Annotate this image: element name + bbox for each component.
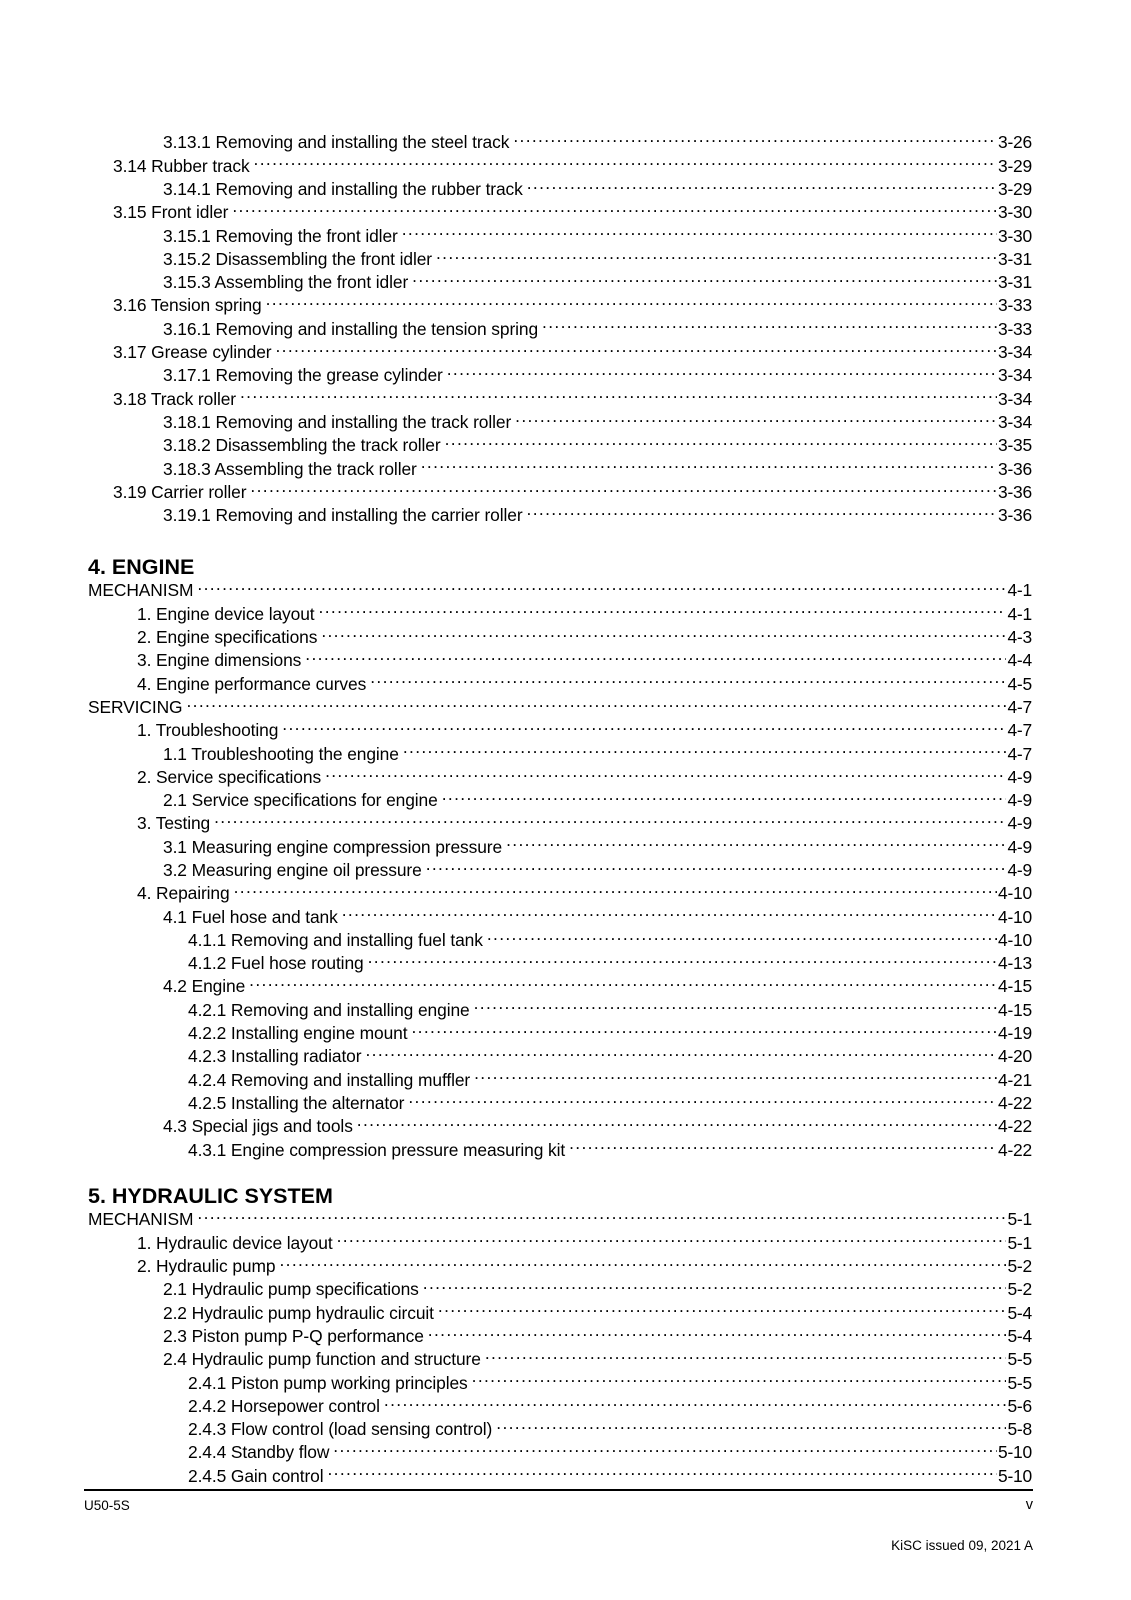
toc-entry-page-number: 3-30: [997, 225, 1032, 246]
toc-dot-leader: [402, 224, 997, 241]
toc-dot-leader: [266, 294, 997, 311]
toc-entry-label: 2.4.5 Gain control: [188, 1465, 324, 1486]
toc-entry-label: 4.3.1 Engine compression pressure measuring kit: [188, 1139, 566, 1160]
toc-entry[interactable]: [0, 224, 1131, 247]
toc-entry-label: 3.19.1 Removing and installing the carrier roller: [163, 505, 523, 526]
table-of-contents: [0, 131, 1131, 1488]
chapter-heading-block: [0, 527, 1131, 579]
toc-dot-leader: [325, 765, 1006, 782]
toc-entry-label: 3.2 Measuring engine oil pressure: [163, 860, 422, 880]
toc-dot-leader: [411, 1022, 997, 1039]
toc-dot-leader: [250, 480, 997, 497]
toc-entry[interactable]: [0, 364, 1131, 387]
toc-dot-leader: [279, 1255, 1006, 1272]
toc-dot-leader: [365, 1045, 997, 1062]
toc-dot-leader: [186, 696, 1006, 713]
toc-dot-leader: [412, 271, 997, 288]
footer-divider: [84, 1489, 1033, 1491]
toc-dot-leader: [426, 859, 1007, 876]
toc-entry-page-number: 5-2: [1007, 1256, 1032, 1277]
toc-dot-leader: [370, 672, 1006, 689]
toc-entry[interactable]: [0, 1418, 1131, 1441]
toc-entry-label: 4.1 Fuel hose and tank: [163, 906, 338, 927]
toc-entry-page-number: 4-4: [1007, 650, 1032, 671]
toc-entry-label: SERVICING: [88, 696, 183, 717]
toc-entry-page-number: 5-4: [1007, 1302, 1032, 1323]
toc-entry-page-number: 3-36: [997, 481, 1032, 502]
toc-entry-page-number: 4-15: [997, 976, 1032, 997]
toc-entry[interactable]: [0, 696, 1131, 719]
toc-entry-page-number: 4-1: [1007, 603, 1032, 624]
toc-entry-page-number: 4-1: [1007, 580, 1032, 601]
toc-entry[interactable]: [0, 882, 1131, 905]
toc-entry-page-number: 4-10: [997, 883, 1032, 904]
toc-dot-leader: [305, 649, 1006, 666]
toc-dot-leader: [487, 929, 997, 946]
toc-entry[interactable]: [0, 411, 1131, 434]
toc-entry-page-number: 4-9: [1007, 813, 1032, 834]
toc-entry[interactable]: [0, 387, 1131, 410]
toc-entry[interactable]: [0, 1301, 1131, 1324]
toc-entry-page-number: 4-22: [997, 1116, 1032, 1137]
toc-entry-page-number: 5-1: [1007, 1209, 1032, 1230]
toc-dot-leader: [485, 1348, 1007, 1365]
toc-entry[interactable]: [0, 154, 1131, 177]
toc-entry-page-number: 4-5: [1007, 673, 1032, 694]
toc-entry[interactable]: [0, 1092, 1131, 1115]
toc-entry-page-number: 5-5: [1007, 1372, 1032, 1393]
toc-dot-leader: [368, 952, 997, 969]
toc-entry-label: 2.4.1 Piston pump working principles: [188, 1372, 468, 1393]
toc-entry-page-number: 4-13: [997, 953, 1032, 974]
toc-entry-page-number: 5-4: [1007, 1325, 1032, 1346]
toc-dot-leader: [428, 1325, 1007, 1342]
toc-entry[interactable]: [0, 247, 1131, 270]
chapter-heading-block: [0, 1161, 1131, 1208]
toc-entry[interactable]: [0, 649, 1131, 672]
toc-entry-page-number: 5-1: [1007, 1232, 1032, 1253]
toc-dot-leader: [327, 1464, 997, 1481]
toc-entry-page-number: 3-31: [997, 248, 1032, 269]
toc-dot-leader: [232, 201, 997, 218]
toc-entry-page-number: 5-5: [1007, 1349, 1032, 1370]
toc-entry[interactable]: [0, 975, 1131, 998]
toc-entry[interactable]: [0, 504, 1131, 527]
toc-entry-page-number: 4-19: [997, 1023, 1032, 1044]
toc-entry-label: 3.16 Tension spring: [113, 295, 262, 316]
toc-entry-page-number: 4-7: [1007, 720, 1032, 741]
chapter-title[interactable]: 5. HYDRAULIC SYSTEM: [88, 1183, 333, 1208]
toc-entry[interactable]: [0, 1045, 1131, 1068]
toc-entry-label: 3.13.1 Removing and installing the steel track: [163, 132, 510, 153]
toc-dot-leader: [474, 1068, 997, 1085]
toc-entry-label: 3.19 Carrier roller: [113, 481, 247, 502]
toc-entry[interactable]: [0, 1325, 1131, 1348]
toc-entry[interactable]: [0, 859, 1131, 882]
toc-entry-page-number: 5-10: [997, 1465, 1032, 1486]
toc-entry-page-number: 5-2: [1007, 1279, 1032, 1300]
toc-dot-leader: [321, 626, 1006, 643]
toc-entry-page-number: 4-7: [1007, 743, 1032, 764]
toc-entry-label: 3. Testing: [137, 813, 211, 834]
toc-dot-leader: [515, 411, 997, 428]
footer-model-label: U50-5S: [84, 1498, 130, 1513]
toc-dot-leader: [333, 1441, 997, 1458]
toc-entry[interactable]: [0, 178, 1131, 201]
toc-entry[interactable]: [0, 294, 1131, 317]
toc-entry[interactable]: [0, 952, 1131, 975]
toc-dot-leader: [254, 154, 997, 171]
toc-dot-leader: [472, 1371, 1007, 1388]
toc-dot-leader: [506, 835, 1006, 852]
toc-entry-page-number: 4-22: [997, 1139, 1032, 1160]
toc-entry-label: 2. Hydraulic pump: [137, 1256, 276, 1277]
toc-entry-label: 1. Engine device layout: [137, 603, 315, 624]
toc-entry[interactable]: [0, 742, 1131, 765]
toc-entry-label: 3.14.1 Removing and installing the rubber track: [163, 178, 523, 199]
footer-page-number: v: [1025, 1497, 1033, 1513]
toc-entry-page-number: 4-20: [997, 1046, 1032, 1067]
toc-entry-label: 1. Hydraulic device layout: [137, 1232, 333, 1253]
toc-entry-label: 3.17.1 Removing the grease cylinder: [163, 365, 443, 386]
toc-dot-leader: [513, 131, 997, 148]
toc-entry-label: 4.2.4 Removing and installing muffler: [188, 1069, 471, 1090]
toc-dot-leader: [438, 1301, 1007, 1318]
toc-entry[interactable]: [0, 672, 1131, 695]
toc-entry[interactable]: [0, 1371, 1131, 1394]
toc-entry-page-number: 3-26: [997, 132, 1032, 153]
toc-entry-label: 3.16.1 Removing and installing the tension spring: [163, 318, 539, 339]
toc-entry-label: 3.14 Rubber track: [113, 155, 250, 176]
toc-dot-leader: [319, 602, 1007, 619]
toc-entry-label: MECHANISM: [88, 580, 194, 601]
toc-dot-leader: [197, 579, 1006, 596]
toc-entry-label: 3. Engine dimensions: [137, 650, 302, 671]
toc-dot-leader: [442, 789, 1007, 806]
toc-dot-leader: [342, 905, 997, 922]
toc-entry-label: 2.2 Hydraulic pump hydraulic circuit: [163, 1302, 434, 1323]
toc-entry[interactable]: [0, 579, 1131, 602]
toc-dot-leader: [496, 1418, 1006, 1435]
toc-entry[interactable]: [0, 719, 1131, 742]
toc-dot-leader: [240, 387, 997, 404]
toc-dot-leader: [569, 1138, 997, 1155]
toc-entry-page-number: 4-22: [997, 1092, 1032, 1113]
toc-dot-leader: [403, 742, 1007, 759]
toc-entry-label: 4. Engine performance curves: [137, 673, 367, 694]
toc-entry[interactable]: [0, 1208, 1131, 1231]
toc-entry-label: 3.18.2 Disassembling the track roller: [163, 435, 441, 456]
toc-dot-leader: [474, 998, 997, 1015]
toc-entry-label: 4.2.3 Installing radiator: [188, 1046, 362, 1067]
toc-entry-label: 1.1 Troubleshooting the engine: [163, 743, 399, 764]
toc-dot-leader: [527, 178, 997, 195]
toc-entry[interactable]: [0, 1464, 1131, 1487]
toc-entry[interactable]: [0, 201, 1131, 224]
toc-entry-label: 2.4 Hydraulic pump function and structure: [163, 1349, 481, 1370]
footer-issue-note: KiSC issued 09, 2021 A: [891, 1538, 1033, 1553]
toc-entry[interactable]: [0, 341, 1131, 364]
toc-entry-page-number: 3-34: [997, 342, 1032, 363]
toc-entry-page-number: 3-34: [997, 411, 1032, 432]
toc-entry-page-number: 3-29: [997, 178, 1032, 199]
toc-entry-page-number: 3-29: [997, 155, 1032, 176]
toc-entry[interactable]: [0, 1394, 1131, 1417]
toc-entry-label: 2.1 Hydraulic pump specifications: [163, 1279, 419, 1300]
toc-entry[interactable]: [0, 434, 1131, 457]
toc-entry[interactable]: [0, 765, 1131, 788]
toc-entry-label: 3.15.2 Disassembling the front idler: [163, 248, 432, 269]
toc-entry-page-number: 5-10: [997, 1442, 1032, 1463]
toc-dot-leader: [282, 719, 1006, 736]
toc-entry-page-number: 3-33: [997, 318, 1032, 339]
toc-entry[interactable]: [0, 1348, 1131, 1371]
toc-entry[interactable]: [0, 1068, 1131, 1091]
toc-entry[interactable]: [0, 602, 1131, 625]
toc-entry-label: 3.1 Measuring engine compression pressure: [163, 836, 503, 857]
toc-entry-label: 3.15.3 Assembling the front idler: [163, 272, 409, 293]
toc-entry-label: 1. Troubleshooting: [137, 720, 279, 741]
toc-entry-label: 4. Repairing: [137, 883, 230, 904]
toc-entry[interactable]: [0, 1115, 1131, 1138]
toc-entry[interactable]: [0, 1278, 1131, 1301]
toc-entry-label: 4.2.5 Installing the alternator: [188, 1092, 405, 1113]
toc-dot-leader: [214, 812, 1006, 829]
toc-entry-page-number: 3-34: [997, 365, 1032, 386]
toc-entry[interactable]: [0, 998, 1131, 1021]
toc-entry[interactable]: [0, 789, 1131, 812]
toc-dot-leader: [408, 1092, 997, 1109]
toc-dot-leader: [423, 1278, 1007, 1295]
toc-dot-leader: [384, 1394, 1007, 1411]
toc-entry-page-number: 4-9: [1007, 766, 1032, 787]
toc-entry-page-number: 3-36: [997, 505, 1032, 526]
toc-entry-page-number: 3-33: [997, 295, 1032, 316]
toc-dot-leader: [436, 247, 997, 264]
toc-entry[interactable]: [0, 1022, 1131, 1045]
toc-entry[interactable]: [0, 835, 1131, 858]
toc-dot-leader: [527, 504, 997, 521]
toc-dot-leader: [275, 341, 997, 358]
toc-entry-label: 2.3 Piston pump P-Q performance: [163, 1325, 424, 1346]
toc-entry-label: 2.4.4 Standby flow: [188, 1442, 330, 1463]
toc-entry-label: 3.15 Front idler: [113, 202, 229, 223]
toc-entry-page-number: 4-10: [997, 906, 1032, 927]
toc-dot-leader: [421, 457, 997, 474]
toc-entry[interactable]: [0, 1138, 1131, 1161]
toc-entry-page-number: 4-21: [997, 1069, 1032, 1090]
toc-entry-label: 2.4.3 Flow control (load sensing control): [188, 1419, 493, 1440]
toc-entry-label: 3.18.1 Removing and installing the track roller: [163, 411, 512, 432]
toc-entry-label: 3.18 Track roller: [113, 388, 236, 409]
toc-entry[interactable]: [0, 131, 1131, 154]
toc-entry[interactable]: [0, 457, 1131, 480]
toc-entry-label: 2. Engine specifications: [137, 627, 318, 648]
toc-entry-label: 2. Service specifications: [137, 766, 322, 787]
toc-entry[interactable]: [0, 1441, 1131, 1464]
toc-entry-page-number: 3-36: [997, 458, 1032, 479]
toc-entry-page-number: 4-10: [997, 929, 1032, 950]
toc-entry-label: 2.1 Service specifications for engine: [163, 790, 438, 811]
toc-entry[interactable]: [0, 1255, 1131, 1278]
toc-entry-page-number: 4-9: [1007, 860, 1032, 880]
toc-entry-label: 4.2 Engine: [163, 976, 246, 997]
toc-entry-page-number: 3-30: [997, 202, 1032, 223]
toc-entry-label: 4.1.1 Removing and installing fuel tank: [188, 929, 483, 950]
toc-entry[interactable]: [0, 1231, 1131, 1254]
toc-entry[interactable]: [0, 317, 1131, 340]
toc-dot-leader: [337, 1231, 1007, 1248]
toc-entry-page-number: 4-9: [1007, 836, 1032, 857]
toc-dot-leader: [445, 434, 997, 451]
toc-entry[interactable]: [0, 812, 1131, 835]
toc-entry-page-number: 3-34: [997, 388, 1032, 409]
toc-dot-leader: [197, 1208, 1006, 1225]
toc-entry-page-number: 4-15: [997, 999, 1032, 1020]
toc-dot-leader: [249, 975, 997, 992]
toc-entry[interactable]: [0, 929, 1131, 952]
toc-entry-label: MECHANISM: [88, 1209, 194, 1230]
toc-entry-page-number: 5-6: [1007, 1395, 1032, 1416]
toc-entry-label: 4.2.2 Installing engine mount: [188, 1023, 408, 1044]
toc-entry[interactable]: [0, 271, 1131, 294]
toc-dot-leader: [542, 317, 997, 334]
toc-entry-page-number: 3-35: [997, 435, 1032, 456]
toc-entry-label: 3.18.3 Assembling the track roller: [163, 458, 417, 479]
toc-entry[interactable]: [0, 905, 1131, 928]
toc-entry-page-number: 5-8: [1007, 1419, 1032, 1440]
toc-entry-label: 4.1.2 Fuel hose routing: [188, 953, 364, 974]
toc-entry[interactable]: [0, 480, 1131, 503]
toc-entry-label: 3.17 Grease cylinder: [113, 342, 272, 363]
toc-entry-label: 2.4.2 Horsepower control: [188, 1395, 380, 1416]
toc-dot-leader: [447, 364, 997, 381]
toc-dot-leader: [357, 1115, 997, 1132]
toc-entry-label: 3.15.1 Removing the front idler: [163, 225, 398, 246]
toc-entry-page-number: 3-31: [997, 272, 1032, 293]
toc-entry-page-number: 4-7: [1007, 696, 1032, 717]
toc-entry-label: 4.2.1 Removing and installing engine: [188, 999, 470, 1020]
toc-dot-leader: [234, 882, 997, 899]
toc-entry[interactable]: [0, 626, 1131, 649]
toc-entry-page-number: 4-9: [1007, 790, 1032, 811]
toc-entry-label: 4.3 Special jigs and tools: [163, 1116, 353, 1137]
toc-entry-page-number: 4-3: [1007, 627, 1032, 648]
chapter-title[interactable]: 4. ENGINE: [88, 554, 195, 579]
